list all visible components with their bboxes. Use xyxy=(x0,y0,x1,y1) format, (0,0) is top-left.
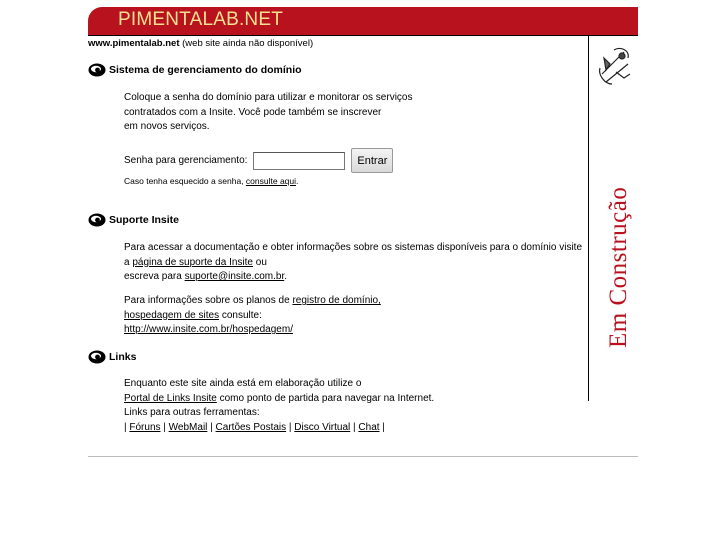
section-links-title: Links xyxy=(109,351,137,363)
footer-divider xyxy=(88,456,638,457)
paragraph-line: Portal de Links Insite como ponto de partida para navegar na Internet. xyxy=(124,392,435,404)
eye-bullet-icon xyxy=(88,350,106,364)
password-label: Senha para gerenciamento: xyxy=(124,155,248,166)
section-gerenciamento-title: Sistema de gerenciamento do domínio xyxy=(109,64,302,76)
forgot-end: . xyxy=(296,176,299,186)
foruns-link[interactable]: Fóruns xyxy=(129,421,161,433)
forgot-text: Caso tenha esquecido a senha, xyxy=(124,176,246,186)
portal-links-link[interactable]: Portal de Links Insite xyxy=(124,392,217,404)
eye-bullet-icon xyxy=(88,63,106,77)
section-links-header xyxy=(88,350,136,364)
site-status: (web site ainda não disponível) xyxy=(182,38,314,49)
description-line: em novos serviços. xyxy=(124,121,210,132)
description-line: contratados com a Insite. Você pode também se inscrever xyxy=(124,106,382,118)
webmail-link[interactable]: WebMail xyxy=(168,421,208,433)
forgot-password-line xyxy=(124,174,298,189)
site-domain: www.pimentalab.net xyxy=(88,38,180,49)
suporte-paragraph-2 xyxy=(124,294,381,338)
tools-links-line: | Fóruns | WebMail | Cartões Postais | Disco Virtual | Chat | xyxy=(124,421,385,433)
header-divider xyxy=(88,35,638,36)
paragraph-line: a página de suporte da Insite ou xyxy=(124,256,267,268)
chat-link[interactable]: Chat xyxy=(358,421,380,433)
disco-virtual-link[interactable]: Disco Virtual xyxy=(294,421,351,433)
suporte-page-link[interactable]: página de suporte da Insite xyxy=(132,256,253,268)
site-title: PIMENTALAB.NET xyxy=(118,9,284,30)
paragraph-line: escreva para suporte@insite.com.br. xyxy=(124,271,288,282)
hospedagem-url-link[interactable]: http://www.insite.com.br/hospedagem/ xyxy=(124,324,293,335)
paragraph-line: Para acessar a documentação e obter informações sobre os sistemas disponíveis para o domínio visite xyxy=(124,242,583,253)
hospedagem-link[interactable]: hospedagem de sites xyxy=(124,309,220,321)
header-bar xyxy=(88,7,638,35)
registro-dominio-link[interactable]: registro de domínio, xyxy=(292,295,381,306)
password-input[interactable] xyxy=(253,152,345,170)
paragraph-line xyxy=(124,323,381,338)
section-suporte-header xyxy=(88,213,179,227)
under-construction-stamp xyxy=(594,44,636,354)
gerenciamento-description xyxy=(124,91,413,135)
site-status-line xyxy=(88,38,313,49)
paragraph-line: hospedagem de sites consulte: xyxy=(124,309,262,321)
worker-drawing-icon xyxy=(600,48,630,84)
paragraph-line: Para informações sobre os planos de registro de domínio, xyxy=(124,295,381,306)
suporte-paragraph-1 xyxy=(124,241,582,285)
section-suporte-title: Suporte Insite xyxy=(109,214,180,226)
vertical-divider xyxy=(588,36,589,401)
paragraph-line: Links para outras ferramentas: xyxy=(124,407,260,418)
cartoes-postais-link[interactable]: Cartões Postais xyxy=(215,421,287,433)
suporte-email-link[interactable]: suporte@insite.com.br xyxy=(184,271,285,282)
stamp-text: Em Construção xyxy=(605,186,632,348)
links-paragraph xyxy=(124,377,434,435)
password-form xyxy=(124,148,393,173)
eye-bullet-icon xyxy=(88,213,106,227)
section-gerenciamento-header xyxy=(88,63,302,77)
entrar-button[interactable]: Entrar xyxy=(351,148,393,173)
description-line: Coloque a senha do domínio para utilizar e monitorar os serviços xyxy=(124,92,413,103)
paragraph-line: Enquanto este site ainda está em elaboração utilize o xyxy=(124,378,362,389)
consulte-aqui-link[interactable]: consulte aqui xyxy=(245,176,297,186)
